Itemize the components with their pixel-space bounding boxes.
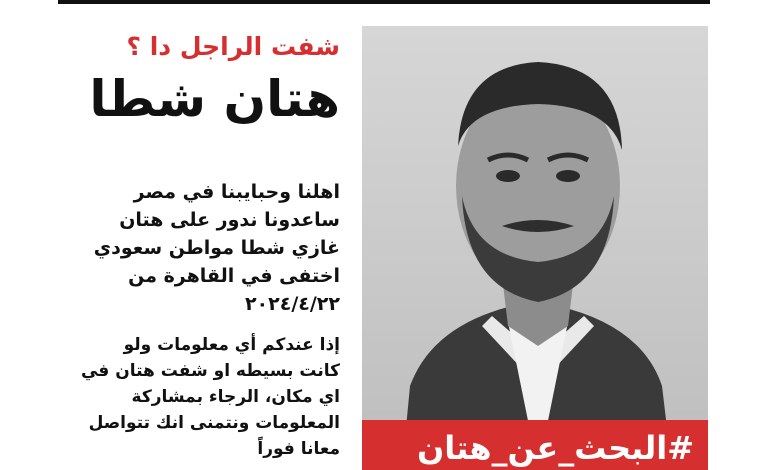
request-line: إذا عندكم أي معلومات ولو [123, 335, 340, 355]
poster-subtitle: شفت الراجل دا ؟ [126, 32, 340, 61]
request-line: اي مكان، الرجاء بمشاركة [131, 387, 340, 407]
request-line: معانا فوراً [257, 439, 340, 459]
portrait-illustration [362, 26, 708, 470]
request-line: المعلومات ونتمنى انك تتواصل [88, 413, 340, 433]
intro-paragraph [58, 178, 340, 318]
missing-date: ٢٠٢٤/٤/٢٢ [244, 293, 340, 315]
missing-person-photo [362, 26, 708, 470]
intro-line: اختفى في القاهرة من [128, 265, 340, 287]
poster-name-title: هتان شطا [89, 70, 340, 128]
intro-line: ساعدونا ندور على هتان [119, 209, 340, 231]
request-line: كانت بسيطه او شفت هتان في [80, 361, 340, 381]
intro-line: غازي شطا مواطن سعودي [93, 237, 340, 259]
hashtag-banner: #البحث_عن_هتان [362, 420, 708, 470]
poster-text-column [58, 30, 340, 462]
request-paragraph [58, 332, 340, 462]
intro-line: اهلنا وحبايبنا في مصر [133, 181, 340, 203]
top-divider [58, 0, 710, 4]
